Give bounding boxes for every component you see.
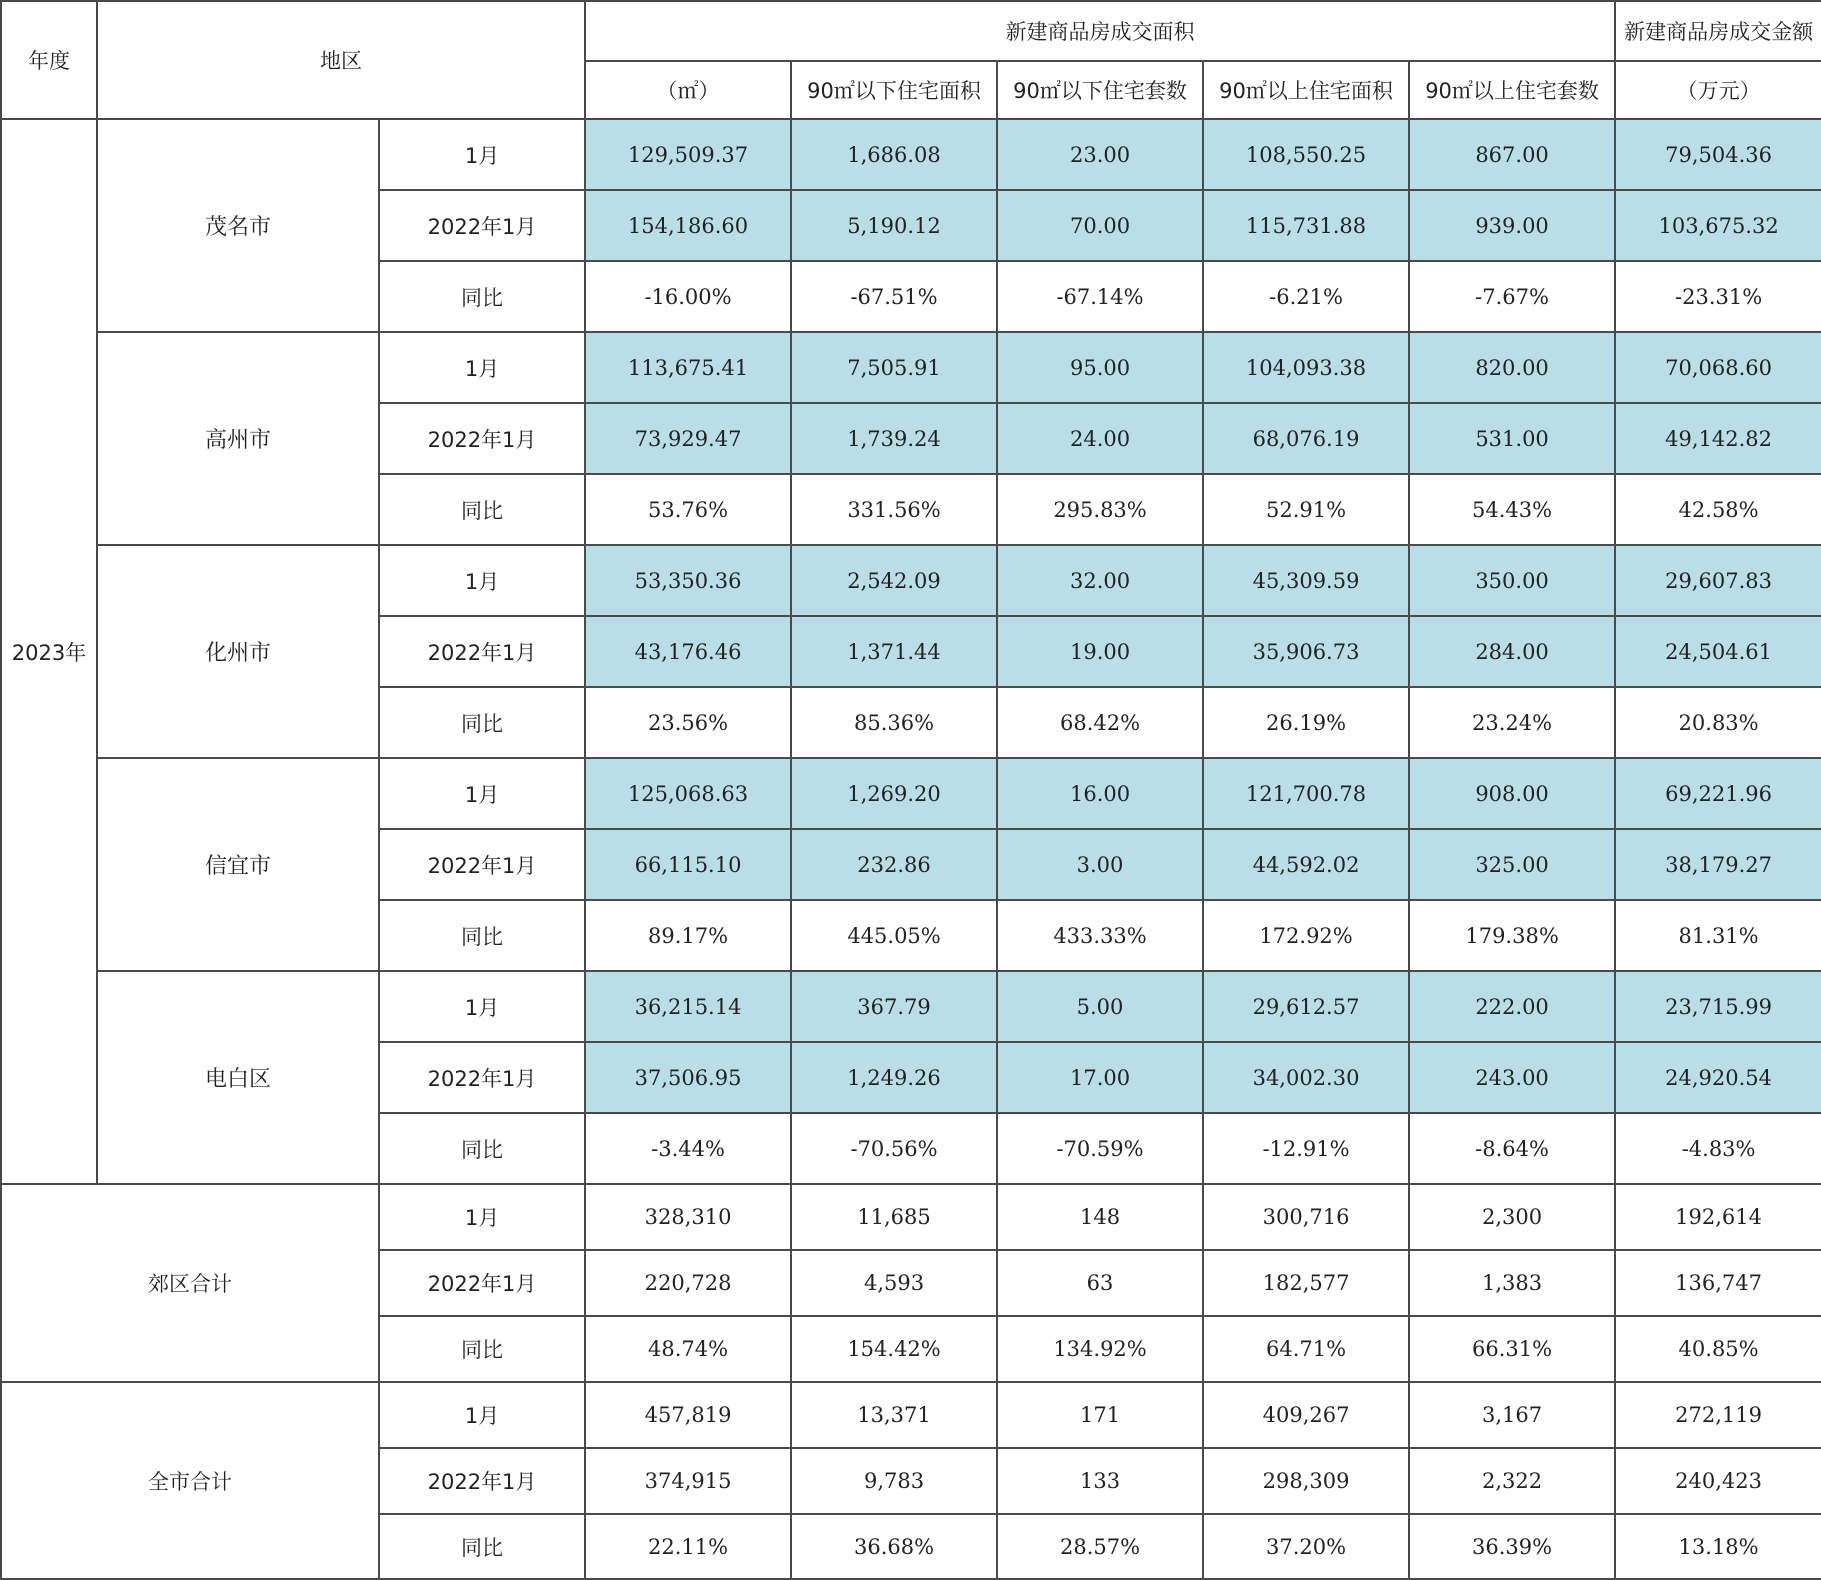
large-area-cell: 121,700.78	[1203, 758, 1409, 829]
small-area-cell: 1,249.26	[791, 1042, 997, 1113]
small-units-cell: 17.00	[997, 1042, 1203, 1113]
small-area-cell: 1,739.24	[791, 403, 997, 474]
city-name-cell: 高州市	[97, 332, 379, 545]
large-units-cell: 222.00	[1409, 971, 1615, 1042]
area-total-cell: -16.00%	[585, 261, 791, 332]
large-units-cell: 66.31%	[1409, 1316, 1615, 1382]
large-units-cell: -7.67%	[1409, 261, 1615, 332]
large-area-cell: 108,550.25	[1203, 119, 1409, 190]
large-units-cell: 531.00	[1409, 403, 1615, 474]
period-label: 2022年1月	[379, 403, 585, 474]
large-area-cell: 52.91%	[1203, 474, 1409, 545]
period-label: 1月	[379, 758, 585, 829]
small-units-cell: 23.00	[997, 119, 1203, 190]
amount-total-cell: 40.85%	[1615, 1316, 1821, 1382]
period-label: 同比	[379, 1113, 585, 1184]
period-label: 同比	[379, 687, 585, 758]
col-header-large-area: 90㎡以上住宅面积	[1203, 61, 1409, 119]
small-units-cell: 133	[997, 1448, 1203, 1514]
small-units-cell: 68.42%	[997, 687, 1203, 758]
amount-total-cell: -23.31%	[1615, 261, 1821, 332]
small-area-cell: 367.79	[791, 971, 997, 1042]
period-label: 同比	[379, 261, 585, 332]
amount-total-cell: -4.83%	[1615, 1113, 1821, 1184]
table-body	[1, 1, 1821, 1579]
large-area-cell: -6.21%	[1203, 261, 1409, 332]
amount-total-cell: 23,715.99	[1615, 971, 1821, 1042]
large-area-cell: 298,309	[1203, 1448, 1409, 1514]
large-units-cell: 2,322	[1409, 1448, 1615, 1514]
small-area-cell: 1,371.44	[791, 616, 997, 687]
large-area-cell: 182,577	[1203, 1250, 1409, 1316]
amount-total-cell: 240,423	[1615, 1448, 1821, 1514]
city-name-cell: 茂名市	[97, 119, 379, 332]
amount-total-cell: 38,179.27	[1615, 829, 1821, 900]
small-units-cell: 433.33%	[997, 900, 1203, 971]
small-units-cell: 95.00	[997, 332, 1203, 403]
amount-total-cell: 49,142.82	[1615, 403, 1821, 474]
amount-total-cell: 70,068.60	[1615, 332, 1821, 403]
large-area-cell: 44,592.02	[1203, 829, 1409, 900]
summary-name-cell: 郊区合计	[1, 1184, 379, 1382]
small-units-cell: 16.00	[997, 758, 1203, 829]
large-units-cell: 325.00	[1409, 829, 1615, 900]
large-area-cell: 26.19%	[1203, 687, 1409, 758]
large-units-cell: 3,167	[1409, 1382, 1615, 1448]
amount-total-cell: 81.31%	[1615, 900, 1821, 971]
area-total-cell: 457,819	[585, 1382, 791, 1448]
small-units-cell: -70.59%	[997, 1113, 1203, 1184]
area-total-cell: 220,728	[585, 1250, 791, 1316]
period-label: 2022年1月	[379, 1448, 585, 1514]
col-header-large-units: 90㎡以上住宅套数	[1409, 61, 1615, 119]
area-total-cell: 53,350.36	[585, 545, 791, 616]
small-area-cell: 36.68%	[791, 1514, 997, 1579]
amount-total-cell: 103,675.32	[1615, 190, 1821, 261]
col-header-small-area: 90㎡以下住宅面积	[791, 61, 997, 119]
large-units-cell: 36.39%	[1409, 1514, 1615, 1579]
area-total-cell: 43,176.46	[585, 616, 791, 687]
small-units-cell: 28.57%	[997, 1514, 1203, 1579]
amount-total-cell: 20.83%	[1615, 687, 1821, 758]
large-units-cell: 867.00	[1409, 119, 1615, 190]
period-label: 1月	[379, 971, 585, 1042]
city-name-cell: 信宜市	[97, 758, 379, 971]
large-area-cell: 68,076.19	[1203, 403, 1409, 474]
small-units-cell: 295.83%	[997, 474, 1203, 545]
area-total-cell: -3.44%	[585, 1113, 791, 1184]
large-area-cell: 409,267	[1203, 1382, 1409, 1448]
large-units-cell: 2,300	[1409, 1184, 1615, 1250]
period-label: 2022年1月	[379, 190, 585, 261]
area-total-cell: 53.76%	[585, 474, 791, 545]
amount-total-cell: 272,119	[1615, 1382, 1821, 1448]
period-label: 同比	[379, 474, 585, 545]
amount-total-cell: 69,221.96	[1615, 758, 1821, 829]
large-area-cell: 104,093.38	[1203, 332, 1409, 403]
table-row	[1, 545, 1821, 616]
area-total-cell: 48.74%	[585, 1316, 791, 1382]
small-area-cell: 7,505.91	[791, 332, 997, 403]
small-units-cell: 5.00	[997, 971, 1203, 1042]
period-label: 1月	[379, 332, 585, 403]
summary-row	[1, 1382, 1821, 1448]
period-label: 2022年1月	[379, 1042, 585, 1113]
large-area-cell: 45,309.59	[1203, 545, 1409, 616]
small-area-cell: 11,685	[791, 1184, 997, 1250]
small-units-cell: 24.00	[997, 403, 1203, 474]
amount-total-cell: 24,504.61	[1615, 616, 1821, 687]
amount-group-header: 新建商品房成交金额	[1615, 1, 1821, 61]
table-row	[1, 758, 1821, 829]
large-units-cell: 350.00	[1409, 545, 1615, 616]
region-header: 地区	[97, 1, 585, 119]
table-row	[1, 119, 1821, 190]
period-label: 2022年1月	[379, 829, 585, 900]
period-label: 同比	[379, 1316, 585, 1382]
large-area-cell: -12.91%	[1203, 1113, 1409, 1184]
city-name-cell: 化州市	[97, 545, 379, 758]
large-area-cell: 172.92%	[1203, 900, 1409, 971]
amount-total-cell: 42.58%	[1615, 474, 1821, 545]
col-header-small-units: 90㎡以下住宅套数	[997, 61, 1203, 119]
small-area-cell: -70.56%	[791, 1113, 997, 1184]
period-label: 2022年1月	[379, 1250, 585, 1316]
header-row-1	[1, 1, 1821, 61]
area-total-cell: 23.56%	[585, 687, 791, 758]
large-units-cell: 54.43%	[1409, 474, 1615, 545]
large-area-cell: 115,731.88	[1203, 190, 1409, 261]
small-area-cell: -67.51%	[791, 261, 997, 332]
small-area-cell: 154.42%	[791, 1316, 997, 1382]
large-area-cell: 29,612.57	[1203, 971, 1409, 1042]
large-units-cell: 23.24%	[1409, 687, 1615, 758]
small-area-cell: 232.86	[791, 829, 997, 900]
small-units-cell: 3.00	[997, 829, 1203, 900]
area-total-cell: 89.17%	[585, 900, 791, 971]
small-area-cell: 1,686.08	[791, 119, 997, 190]
large-area-cell: 64.71%	[1203, 1316, 1409, 1382]
small-area-cell: 445.05%	[791, 900, 997, 971]
year-header: 年度	[1, 1, 97, 119]
small-area-cell: 9,783	[791, 1448, 997, 1514]
large-area-cell: 37.20%	[1203, 1514, 1409, 1579]
city-name-cell: 电白区	[97, 971, 379, 1184]
small-units-cell: 171	[997, 1382, 1203, 1448]
area-total-cell: 73,929.47	[585, 403, 791, 474]
small-units-cell: 19.00	[997, 616, 1203, 687]
small-units-cell: 134.92%	[997, 1316, 1203, 1382]
small-area-cell: 331.56%	[791, 474, 997, 545]
amount-total-cell: 24,920.54	[1615, 1042, 1821, 1113]
small-units-cell: 148	[997, 1184, 1203, 1250]
large-units-cell: 939.00	[1409, 190, 1615, 261]
area-total-cell: 113,675.41	[585, 332, 791, 403]
summary-row	[1, 1184, 1821, 1250]
area-total-cell: 125,068.63	[585, 758, 791, 829]
area-total-cell: 129,509.37	[585, 119, 791, 190]
period-label: 同比	[379, 900, 585, 971]
col-header-amount-unit: （万元）	[1615, 61, 1821, 119]
large-units-cell: 820.00	[1409, 332, 1615, 403]
large-units-cell: 243.00	[1409, 1042, 1615, 1113]
period-label: 同比	[379, 1514, 585, 1579]
small-area-cell: 13,371	[791, 1382, 997, 1448]
period-label: 2022年1月	[379, 616, 585, 687]
large-units-cell: 179.38%	[1409, 900, 1615, 971]
summary-name-cell: 全市合计	[1, 1382, 379, 1579]
large-units-cell: 1,383	[1409, 1250, 1615, 1316]
col-header-area-unit: （㎡）	[585, 61, 791, 119]
small-units-cell: 70.00	[997, 190, 1203, 261]
area-total-cell: 66,115.10	[585, 829, 791, 900]
area-total-cell: 22.11%	[585, 1514, 791, 1579]
table-row	[1, 332, 1821, 403]
amount-total-cell: 136,747	[1615, 1250, 1821, 1316]
small-units-cell: 32.00	[997, 545, 1203, 616]
large-units-cell: 908.00	[1409, 758, 1615, 829]
period-label: 1月	[379, 1184, 585, 1250]
area-total-cell: 37,506.95	[585, 1042, 791, 1113]
large-area-cell: 35,906.73	[1203, 616, 1409, 687]
area-total-cell: 374,915	[585, 1448, 791, 1514]
small-area-cell: 85.36%	[791, 687, 997, 758]
small-units-cell: -67.14%	[997, 261, 1203, 332]
area-total-cell: 36,215.14	[585, 971, 791, 1042]
area-total-cell: 154,186.60	[585, 190, 791, 261]
small-area-cell: 2,542.09	[791, 545, 997, 616]
amount-total-cell: 192,614	[1615, 1184, 1821, 1250]
small-units-cell: 63	[997, 1250, 1203, 1316]
small-area-cell: 1,269.20	[791, 758, 997, 829]
amount-total-cell: 79,504.36	[1615, 119, 1821, 190]
period-label: 1月	[379, 1382, 585, 1448]
area-group-header: 新建商品房成交面积	[585, 1, 1615, 61]
period-label: 1月	[379, 545, 585, 616]
year-cell: 2023年	[1, 119, 97, 1184]
large-units-cell: 284.00	[1409, 616, 1615, 687]
small-area-cell: 4,593	[791, 1250, 997, 1316]
large-area-cell: 300,716	[1203, 1184, 1409, 1250]
amount-total-cell: 29,607.83	[1615, 545, 1821, 616]
large-units-cell: -8.64%	[1409, 1113, 1615, 1184]
area-total-cell: 328,310	[585, 1184, 791, 1250]
large-area-cell: 34,002.30	[1203, 1042, 1409, 1113]
table-row	[1, 971, 1821, 1042]
amount-total-cell: 13.18%	[1615, 1514, 1821, 1579]
period-label: 1月	[379, 119, 585, 190]
small-area-cell: 5,190.12	[791, 190, 997, 261]
